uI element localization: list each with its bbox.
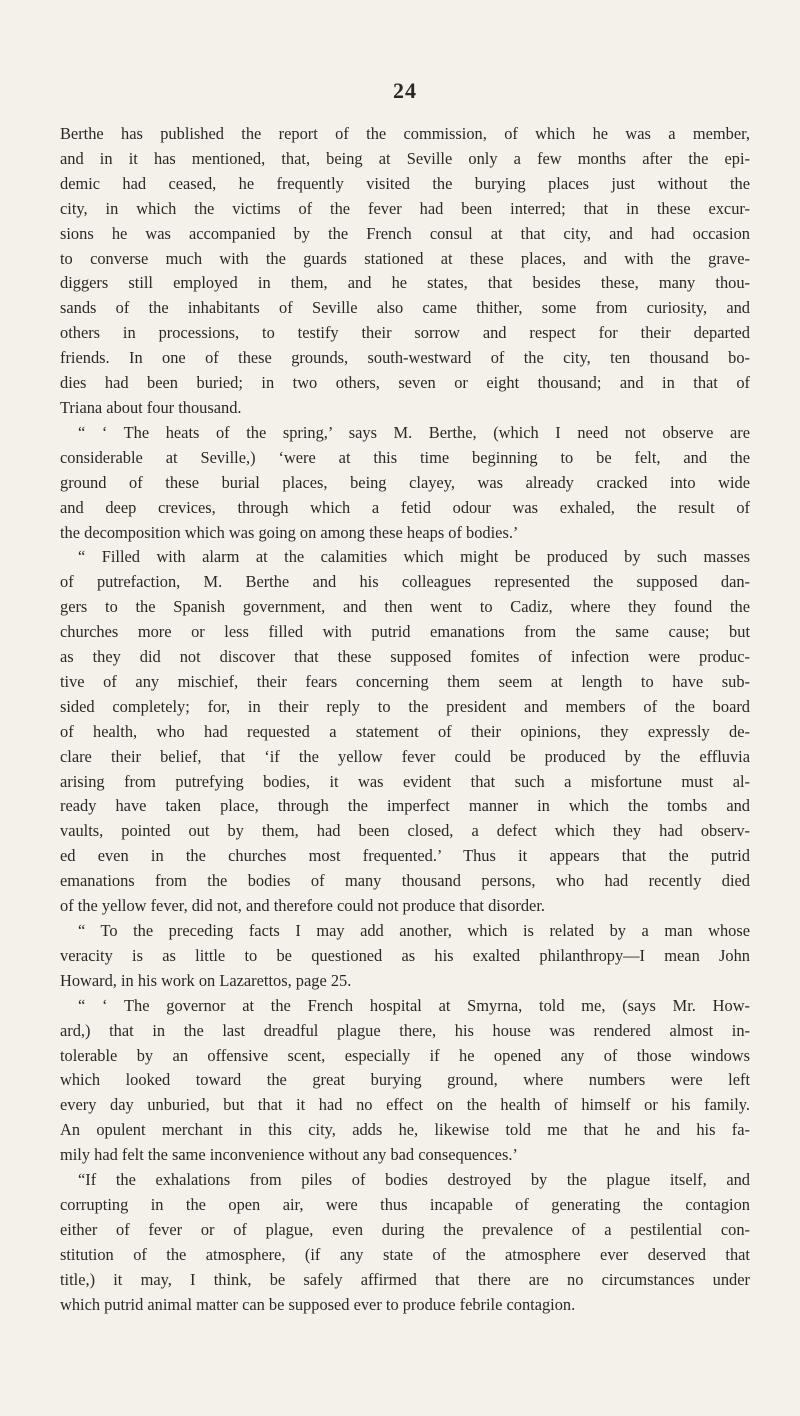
text-line: gers to the Spanish government, and then went to Cadiz, where they found the	[60, 597, 750, 617]
text-line: clare their belief, that ‘if the yellow fever could be produced by the effluvia	[60, 746, 750, 766]
text-line: “ Filled with alarm at the calamities which might be produced by such masses	[78, 547, 750, 567]
text-line: title,) it may, I think, be safely affirmed that there are no circumstances under	[60, 1269, 750, 1289]
text-line: friends. In one of these grounds, south-westward of the city, ten thousand bo-	[60, 348, 750, 368]
text-line: arising from putrefying bodies, it was evident that such a misfortune must al-	[60, 771, 750, 791]
text-line: the decomposition which was going on among these heaps of bodies.’	[60, 522, 519, 542]
text-line: sands of the inhabitants of Seville also came thither, some from curiosity, and	[60, 298, 750, 318]
text-line: vaults, pointed out by them, had been closed, a defect which they had observ-	[60, 821, 750, 841]
text-line: to converse much with the guards stationed at these places, and with the grave-	[60, 248, 750, 268]
text-line: churches more or less filled with putrid emanations from the same cause; but	[60, 622, 750, 642]
text-line: city, in which the victims of the fever had been interred; that in these excur-	[60, 198, 750, 218]
text-line: as they did not discover that these supposed fomites of infection were produc-	[60, 647, 750, 667]
text-line: sided completely; for, in their reply to the president and members of the board	[60, 696, 750, 716]
text-line: Howard, in his work on Lazarettos, page 25.	[60, 970, 352, 990]
text-line: “If the exhalations from piles of bodies destroyed by the plague itself, and	[78, 1170, 750, 1190]
text-line: and deep crevices, through which a fetid odour was exhaled, the result of	[60, 497, 750, 517]
text-line: An opulent merchant in this city, adds he, likewise told me that he and his fa-	[60, 1120, 750, 1140]
text-line: dies had been buried; in two others, seven or eight thousand; and in that of	[60, 373, 750, 393]
text-line: ed even in the churches most frequented.’ Thus it appears that the putrid	[60, 846, 750, 866]
text-line: mily had felt the same inconvenience without any bad consequences.’	[60, 1145, 518, 1165]
text-line: demic had ceased, he frequently visited the burying places just without the	[60, 173, 750, 193]
text-line: of health, who had requested a statement of their opinions, they expressly de-	[60, 721, 750, 741]
text-line: and in it has mentioned, that, being at Seville only a few months after the epi-	[60, 148, 750, 168]
text-line: which looked toward the great burying ground, where numbers were left	[60, 1070, 750, 1090]
text-line: emanations from the bodies of many thousand persons, who had recently died	[60, 871, 750, 891]
text-line: “ ‘ The governor at the French hospital at Smyrna, told me, (says Mr. How-	[78, 995, 750, 1015]
text-line: tolerable by an offensive scent, especially if he opened any of those windows	[60, 1045, 750, 1065]
text-line: tive of any mischief, their fears concerning them seem at length to have sub-	[60, 671, 750, 691]
text-line: ard,) that in the last dreadful plague there, his house was rendered almost in-	[60, 1020, 750, 1040]
text-line: diggers still employed in them, and he states, that besides these, many thou-	[60, 273, 750, 293]
page-number: 24	[393, 78, 417, 103]
text-line: corrupting in the open air, were thus incapable of generating the contagion	[60, 1194, 750, 1214]
text-line: either of fever or of plague, even during the prevalence of a pestilential con-	[60, 1219, 750, 1239]
text-line: Berthe has published the report of the commission, of which he was a member,	[60, 124, 750, 143]
text-line: of the yellow fever, did not, and therefore could not produce that disorder.	[60, 896, 545, 916]
text-line: veracity is as little to be questioned as his exalted philanthropy—I mean John	[60, 945, 750, 965]
text-line: others in processions, to testify their sorrow and respect for their departed	[60, 323, 750, 343]
text-line: “ ‘ The heats of the spring,’ says M. Berthe, (which I need not observe are	[78, 422, 750, 442]
book-page	[60, 78, 750, 1318]
text-line: of putrefaction, M. Berthe and his colleagues represented the supposed dan-	[60, 572, 750, 592]
text-line: “ To the preceding facts I may add another, which is related by a man whose	[78, 921, 750, 940]
body-text	[60, 122, 750, 1318]
text-line: stitution of the atmosphere, (if any state of the atmosphere ever deserved that	[60, 1244, 750, 1264]
text-line: ground of these burial places, being clayey, was already cracked into wide	[60, 472, 750, 492]
text-line: which putrid animal matter can be supposed ever to produce febrile contagion.	[60, 1294, 576, 1314]
text-line: Triana about four thousand.	[60, 397, 242, 417]
text-line: sions he was accompanied by the French consul at that city, and had occasion	[60, 223, 750, 243]
text-line: ready have taken place, through the imperfect manner in which the tombs and	[60, 796, 750, 816]
text-line: considerable at Seville,) ‘were at this time beginning to be felt, and the	[60, 447, 750, 467]
text-line: every day unburied, but that it had no effect on the health of himself or his family.	[60, 1095, 750, 1115]
